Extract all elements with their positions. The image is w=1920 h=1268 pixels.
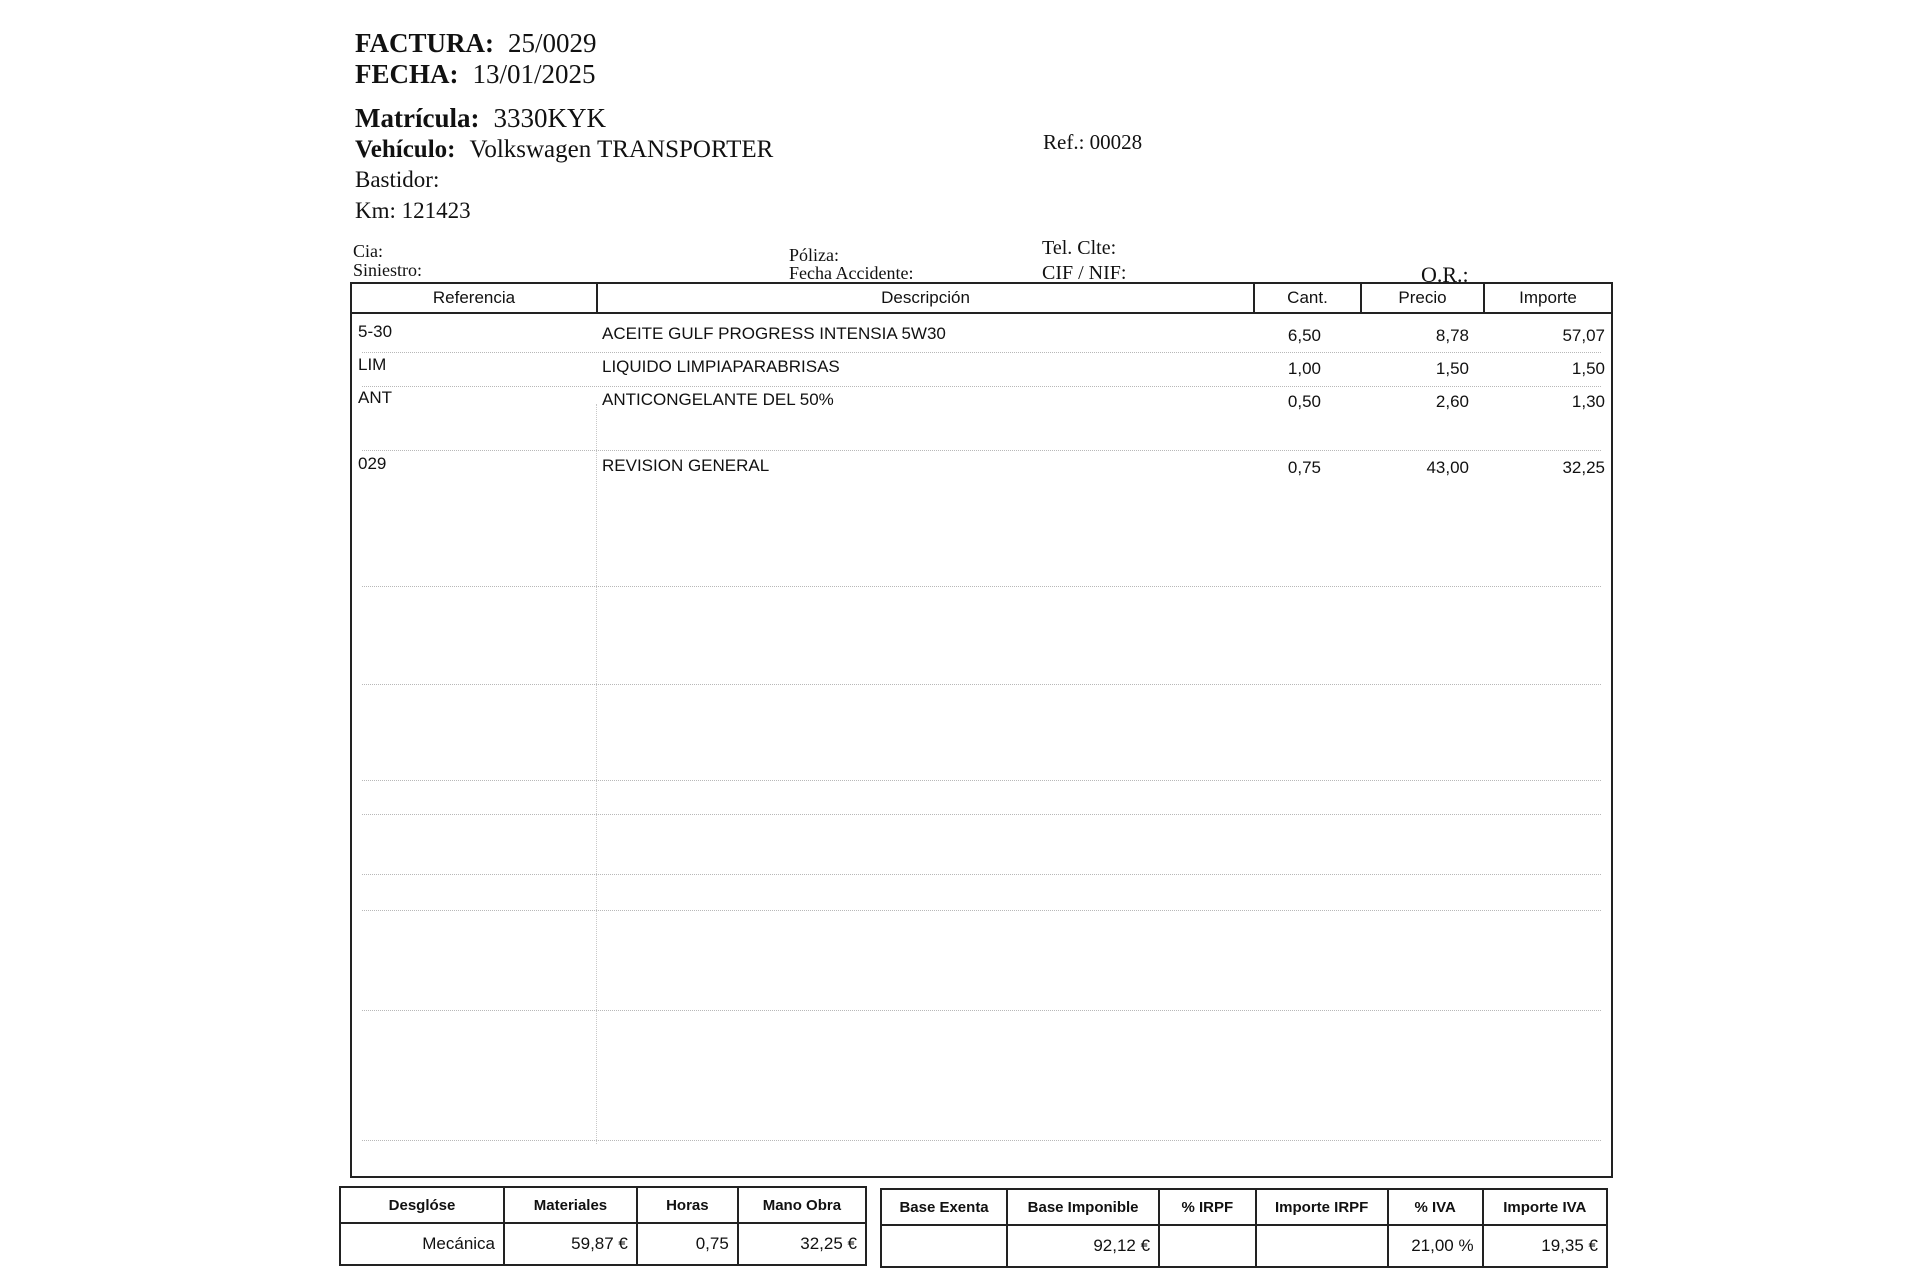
row-precio: 43,00 (1426, 458, 1469, 477)
breakdown-header-desglose: Desglóse (340, 1187, 504, 1223)
invoice-number (355, 28, 597, 59)
row-desc: ANTICONGELANTE DEL 50% (602, 390, 834, 409)
breakdown-header-horas: Horas (637, 1187, 738, 1223)
row-precio: 2,60 (1435, 392, 1469, 411)
tax-id-label: CIF / NIF: (1042, 262, 1127, 284)
scan-line (362, 1140, 1601, 1141)
plate-number-value: 3330KYK (493, 103, 606, 133)
siniestro-label: Siniestro: (353, 260, 423, 280)
vehicle-value: Volkswagen TRANSPORTER (469, 136, 774, 163)
vehicle (355, 136, 773, 164)
totals-header-iva-importe: Importe IVA (1483, 1189, 1607, 1225)
chassis-label: Bastidor: (355, 167, 440, 192)
row-cant: 1,00 (1287, 359, 1321, 378)
breakdown-header-materiales: Materiales (504, 1187, 637, 1223)
totals-base-exenta (881, 1225, 1007, 1267)
km-label: Km: (355, 198, 396, 223)
row-importe: 32,25 (1562, 458, 1605, 477)
totals-base-imponible: 92,12 € (1007, 1225, 1159, 1267)
items-table (350, 282, 1613, 1178)
breakdown-materiales: 59,87 € (504, 1223, 637, 1265)
breakdown-horas: 0,75 (637, 1223, 738, 1265)
scan-line (362, 386, 1601, 387)
invoice-number-label: FACTURA: (355, 28, 494, 58)
totals-header-irpf-importe: Importe IRPF (1256, 1189, 1388, 1225)
reference (1043, 130, 1142, 155)
breakdown-table (339, 1186, 867, 1266)
row-desc: LIQUIDO LIMPIAPARABRISAS (602, 357, 840, 376)
plate-number (355, 103, 606, 134)
scan-line (362, 874, 1601, 875)
row-ref: 5-30 (358, 322, 393, 341)
totals-irpf-importe (1256, 1225, 1388, 1267)
totals-iva-pct: 21,00 % (1388, 1225, 1483, 1267)
row-importe: 1,30 (1571, 392, 1605, 411)
breakdown-header-mano-obra: Mano Obra (738, 1187, 866, 1223)
col-header-referencia: Referencia (352, 284, 598, 314)
col-header-importe: Importe (1485, 284, 1611, 314)
row-desc: REVISION GENERAL (602, 456, 770, 475)
invoice-date (355, 59, 596, 90)
accident-date-label: Fecha Accidente: (789, 263, 914, 283)
scan-line (362, 586, 1601, 587)
row-importe: 1,50 (1571, 359, 1605, 378)
row-importe: 57,07 (1562, 326, 1605, 345)
invoice-number-value: 25/0029 (507, 28, 597, 58)
vehicle-label: Vehículo: (355, 136, 456, 163)
invoice-date-label: FECHA: (355, 59, 459, 89)
row-cant: 0,50 (1287, 392, 1321, 411)
totals-header-base-exenta: Base Exenta (881, 1189, 1007, 1225)
scan-line (596, 404, 597, 1144)
client-phone-label: Tel. Clte: (1042, 237, 1117, 259)
totals-header-iva-pct: % IVA (1388, 1189, 1483, 1225)
totals-header-irpf-pct: % IRPF (1159, 1189, 1256, 1225)
row-ref: LIM (358, 355, 387, 374)
scan-line (362, 450, 1601, 451)
row-ref: ANT (358, 388, 392, 407)
breakdown-label: Mecánica (340, 1223, 504, 1265)
scan-line (362, 352, 1601, 353)
row-desc: ACEITE GULF PROGRESS INTENSIA 5W30 (602, 324, 946, 343)
scan-line (362, 910, 1601, 911)
row-precio: 1,50 (1435, 359, 1469, 378)
reference-label: Ref.: (1043, 130, 1085, 154)
km (355, 198, 471, 224)
table-row (340, 1223, 866, 1265)
breakdown-mano-obra: 32,25 € (738, 1223, 866, 1265)
row-precio: 8,78 (1435, 326, 1469, 345)
scan-line (362, 780, 1601, 781)
row-cant: 0,75 (1287, 458, 1321, 477)
scan-line (362, 684, 1601, 685)
poliza-label: Póliza: (789, 245, 839, 265)
col-header-cant: Cant. (1255, 284, 1362, 314)
totals-iva-importe: 19,35 € (1483, 1225, 1607, 1267)
totals-table (880, 1188, 1608, 1268)
km-value: 121423 (401, 198, 471, 223)
scan-line (362, 1010, 1601, 1011)
row-cant: 6,50 (1287, 326, 1321, 345)
cia-label: Cia: (353, 241, 383, 261)
table-row (881, 1225, 1607, 1267)
row-ref: 029 (358, 454, 387, 473)
totals-irpf-pct (1159, 1225, 1256, 1267)
col-header-descripcion: Descripción (598, 284, 1255, 314)
col-header-precio: Precio (1362, 284, 1485, 314)
reference-value: 00028 (1089, 130, 1143, 154)
scan-line (362, 814, 1601, 815)
totals-header-base-imponible: Base Imponible (1007, 1189, 1159, 1225)
invoice-date-value: 13/01/2025 (472, 59, 596, 89)
repair-order-label: O.R.: (1421, 262, 1469, 287)
plate-number-label: Matrícula: (355, 103, 480, 133)
